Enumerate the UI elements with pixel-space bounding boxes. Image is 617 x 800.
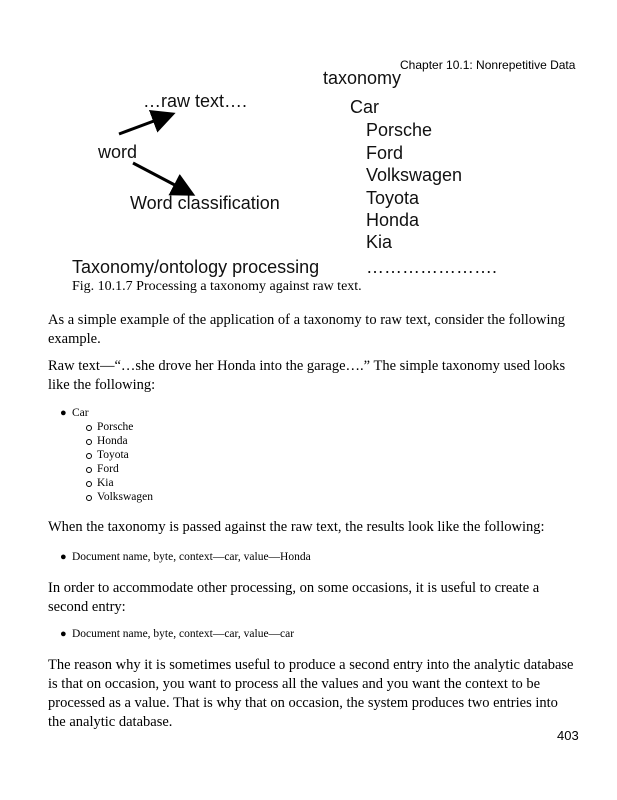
list-item-label: Volkswagen xyxy=(97,491,154,503)
circle-bullet-icon xyxy=(86,439,92,445)
paragraph: When the taxonomy is passed against the raw text, the results look like the following: xyxy=(48,519,545,535)
list-item-label: Toyota xyxy=(97,449,129,461)
figure-caption: Fig. 10.1.7 Processing a taxonomy against raw text. xyxy=(72,279,362,294)
list-item-label: Car xyxy=(72,407,89,419)
taxonomy-child: Ford xyxy=(366,143,404,163)
list-item-label: Honda xyxy=(97,435,128,447)
list-item-label: Porsche xyxy=(97,421,134,433)
page-number: 403 xyxy=(557,728,579,743)
circle-bullet-icon xyxy=(86,481,92,487)
paragraph: In order to accommodate other processing, on some occasions, it is useful to create a second entry: xyxy=(48,580,540,615)
bullet-icon: ● xyxy=(60,407,67,419)
taxonomy-child: Kia xyxy=(366,232,393,252)
arrow-to-word-classification xyxy=(133,163,190,193)
circle-bullet-icon xyxy=(86,453,92,459)
paragraph: As a simple example of the application of a taxonomy to raw text, consider the following example. xyxy=(48,312,566,347)
taxonomy-child: Volkswagen xyxy=(366,165,463,185)
arrow-to-raw-text xyxy=(119,115,170,134)
taxonomy-ellipsis: …………………. xyxy=(366,257,498,277)
circle-bullet-icon xyxy=(86,425,92,431)
taxonomy-child: Honda xyxy=(366,210,420,230)
processing-label: Taxonomy/ontology processing xyxy=(72,257,320,277)
bullet-icon: ● xyxy=(60,551,67,563)
circle-bullet-icon xyxy=(86,495,92,501)
bullet-icon: ● xyxy=(60,628,67,640)
taxonomy-figure xyxy=(0,0,617,290)
list-item-label: Document name, byte, context—car, value—car xyxy=(72,628,295,640)
word-classification-label: Word classification xyxy=(130,193,280,213)
taxonomy-child: Porsche xyxy=(366,120,433,140)
taxonomy-child: Toyota xyxy=(366,188,420,208)
running-header: Chapter 10.1: Nonrepetitive Data xyxy=(400,58,576,72)
circle-bullet-icon xyxy=(86,467,92,473)
taxonomy-title: taxonomy xyxy=(323,68,402,88)
list-item-label: Kia xyxy=(97,477,114,489)
list-item-label: Document name, byte, context—car, value—Honda xyxy=(72,551,311,563)
paragraph: The reason why it is sometimes useful to produce a second entry into the analytic database is that on occasion, you want to process all the values and you want the context to be processed as a value. That is why that on occasion, the system produces two entries into the analytic database. xyxy=(48,657,574,730)
word-label: word xyxy=(98,142,138,162)
figure-arrows xyxy=(0,0,617,290)
taxonomy-root: Car xyxy=(350,97,380,117)
list-item-label: Ford xyxy=(97,463,119,475)
paragraph: Raw text—“…she drove her Honda into the garage….” The simple taxonomy used looks like the following: xyxy=(48,358,566,393)
raw-text-label: …raw text…. xyxy=(143,91,248,111)
